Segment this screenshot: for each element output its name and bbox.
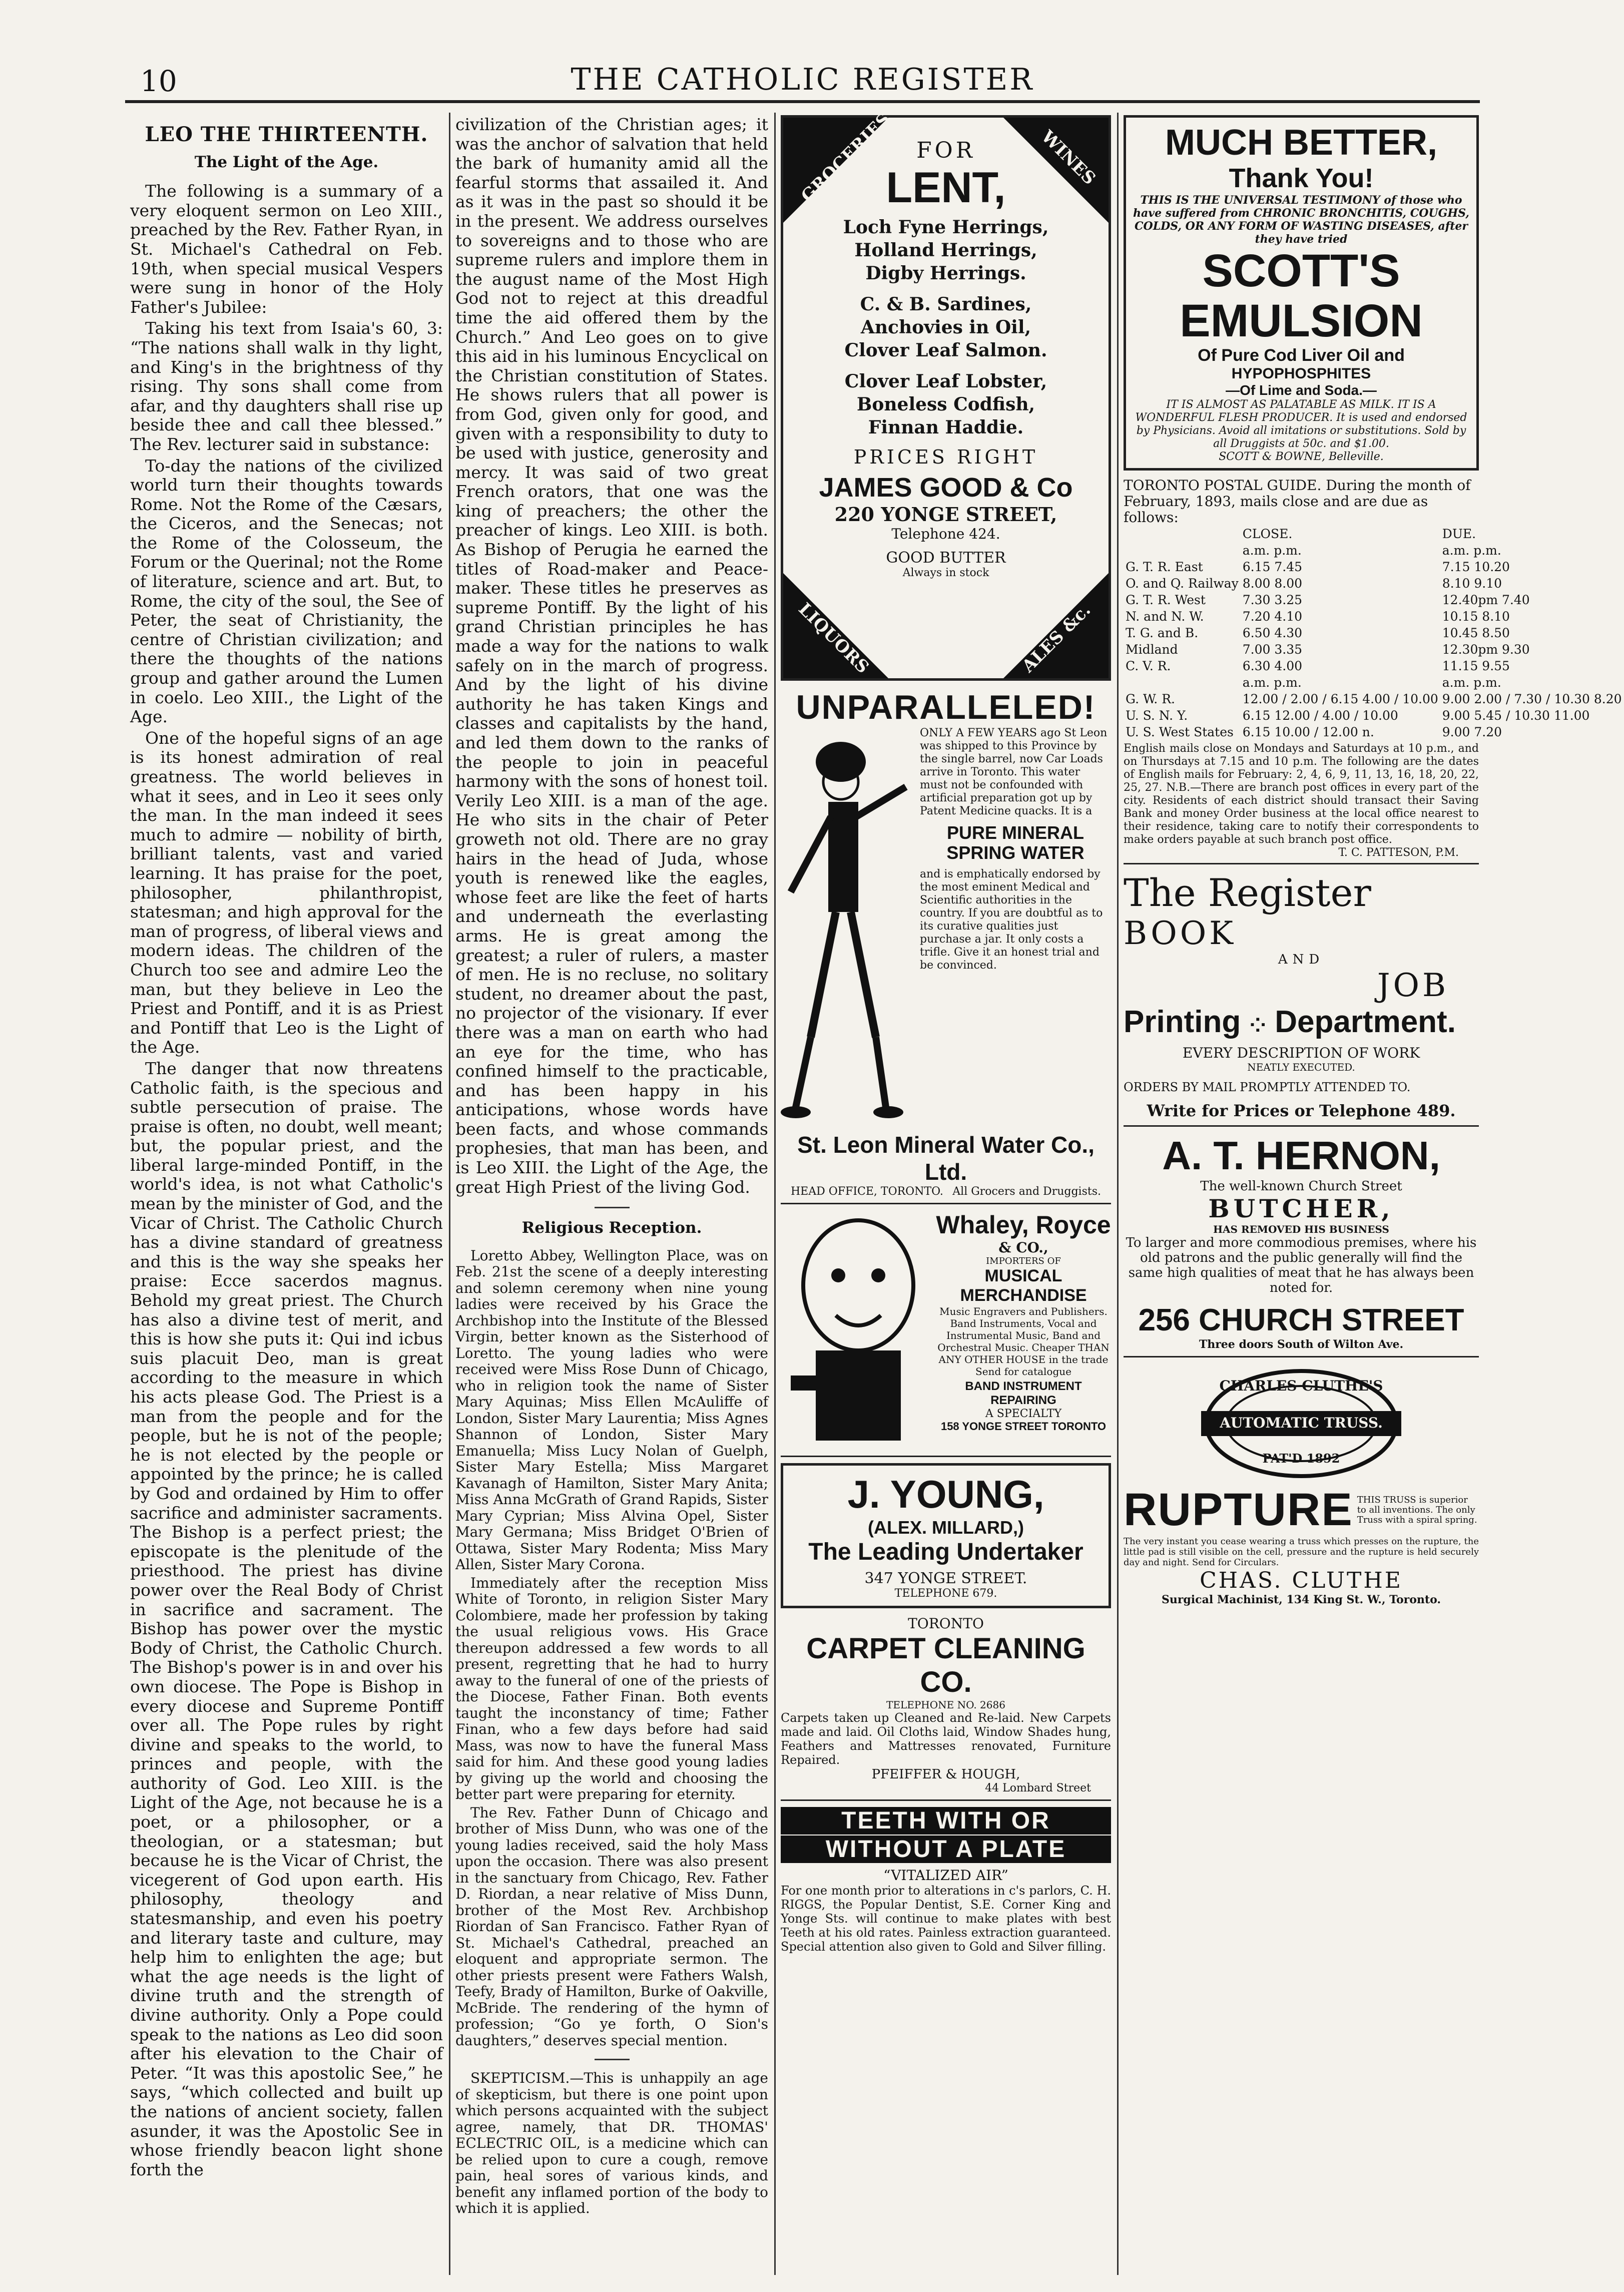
table-header xyxy=(1124,542,1241,559)
table-cell: N. and N. W. xyxy=(1126,609,1204,624)
ad-register-line2: BOOK xyxy=(1124,915,1236,952)
ad-j-young xyxy=(781,1463,1111,1608)
table-header: DUE. xyxy=(1442,527,1476,541)
ad-st-leon-company: St. Leon Mineral Water Co., Ltd. xyxy=(797,1132,1095,1185)
advert-column xyxy=(781,109,1111,2272)
table-cell: 12.00 / 2.00 / 6.15 4.00 / 10.00 xyxy=(1242,692,1438,706)
table-row xyxy=(1124,608,1624,625)
ad-carpet-body: Carpets taken up Cleaned and Re-laid. New Carpets made and laid. Oil Cloths laid, Window Shades hung, Feathers and Mattresses renovated, Furniture Repaired. xyxy=(781,1711,1111,1767)
table-cell: G. T. R. East xyxy=(1126,560,1203,574)
column-divider xyxy=(774,113,776,2275)
article-paragraph: civilization of the Christian ages; it was the anchor of salvation that held the bark of humanity amid all the fearful storms that assailed it. And as it was in the past so should it be in the present. We address ourselves to sovereigns and to those who are supreme rulers and implore them in the august name of the Most High God not to reject at this dreadful time the aid offered them by the Church.” And Leo goes on to give this aid in his luminous Encyclical on the Christian constitution of States. He shows rulers that all power is from God, given only for good, and given with a responsibility to duty to be used with justice, generosity and mercy. It was said of two great French orators, that one was the king of preachers; the other the preacher of kings. Leo XIII. is both. As Bishop of Perugia he earned the titles of Road-maker and Peace-maker. These titles he preserves as supreme Pontiff. By the light of his grand Christian principles he has made a way for the nations to walk safely on in the march of progress. And by the light of his divine authority he has taken Kings and classes and capitalists by the hand, and led them down to the ranks of the people to join in peaceful harmony with the sons of honest toil. Verily Leo XIII. is a man of the age. He who sits in the chair of Peter groweth not old. There are no gray hairs in the head of Juda, whose youth is renewed like the eagles, whose feet are like the feet of harts and underneath the everlasting arms. He is great among the greatest; a ruler of rulers, a master of men. He is no recluse, no solitary student, no dreamer about the past, no projector of the visionary. If ever there was a man on earth who had an eye for the time, who has confined himself to the practicable, and has been happy in his anticipations, whose words have been facts, and whose commands prophesies, that man has been, and is Leo XIII. the Light of the Age, the great High Priest of the living God. xyxy=(455,115,768,1197)
separator xyxy=(595,2059,630,2060)
skepticism-paragraph: SKEPTICISM.—This is unhappily an age of skepticism, but there is one point upon which persons acquainted with the subject agree, namely, that DR. THOMAS' ECLECTRIC OIL, is a medicine which can be relied upon to cure a cough, remove pain, heal sores of various kinds, and benefit any inflamed portion of the body to which it is applied. xyxy=(455,2070,768,2217)
table-row xyxy=(1124,724,1624,740)
ad-whaley-co: & CO., xyxy=(998,1239,1048,1256)
ad-lent-for: FOR xyxy=(916,138,975,163)
table-row xyxy=(1124,641,1624,658)
ad-teeth-air: “VITALIZED AIR” xyxy=(883,1867,1008,1884)
table-cell: 6.15 12.00 / 4.00 / 10.00 xyxy=(1242,708,1398,723)
ad-hernon-known: The well-known Church Street xyxy=(1200,1179,1402,1194)
table-cell: O. and Q. Railway xyxy=(1126,576,1239,591)
table-cell: 6.50 4.30 xyxy=(1242,626,1303,640)
article-paragraph: The following is a summary of a very eloquent sermon on Leo XIII., preached by the Rev. Father Ryan, in St. Michael's Cathedral on Feb. 19th, when special musical Vespers were sung in honor of the Holy Father's Jubilee: xyxy=(130,181,443,317)
ad-lent-item: Boneless Codfish, xyxy=(856,394,1035,415)
article-paragraph: The danger that now threatens Catholic faith, is the specious and subtle persecution of praise. The praise is often, no doubt, well meant; but, the popular priest, and the liberal large-minded Pontiff, in the world's idea, is not what Catholic's mean by the minister of God, and the Vicar of Christ. The Catholic Church has a divine standard of greatness and this is the way she speaks her praise: Ecce sacerdos magnus. Behold my great priest. The Church has also a divine test of merit, and this is how she puts it: Qui ind icbus suis placuit Deo, man is great according to the measure in which his acts please God. The Priest is a man from the people and for the people, but he is not of the people; he is not elected by the people or appointed by the prince; he is called by God and ordained by Him to offer sacrifice and administer sacraments. The Bishop is a perfect priest; the episcopate is the plenitude of the priesthood. The priest has divine power over the Real Body of Christ in sacrifice and sacrament. The Bishop has power over the mystic Body of Christ, the Catholic Church. The Bishop's power is in and over his own diocese. The Pope is Bishop in every diocese and Supreme Pontiff over all. The Pope rules by right divine and speaks to the world, to princes and people, with the authority of God. Leo XIII. is the Light of the Age, not because he is a poet, or a philosopher, or a theologian, or a statesman; but because he is the Vicar of Christ, the vicegerent of God upon earth. His philosophy, theology and statesmanship, and even his poetry and literary taste and culture, may help him to enlighten the age; but what the age needs is the light of divine truth and the strength of divine authority. Only a Pope could speak to the nations as Leo did soon after his elevation to the Chair of Peter. “It was this apostolic See,” he says, “which collected and built up the nations of ancient society, fallen asunder, it was the Apostolic See in whose friendly beacon light shone forth the xyxy=(130,1058,443,2179)
ad-register-printing xyxy=(1124,870,1479,1127)
ad-register-department: Department. xyxy=(1275,1005,1456,1039)
ad-lent-item: Digby Herrings. xyxy=(865,263,1026,284)
ad-lent-butter: GOOD BUTTER xyxy=(886,549,1006,567)
ad-scott-lime: —Of Lime and Soda.— xyxy=(1226,382,1377,398)
table-row xyxy=(1124,625,1624,641)
ad-whaley-specialty: A SPECIALTY xyxy=(985,1408,1062,1420)
ad-cluthe-pat: PAT'D 1892 xyxy=(1262,1451,1340,1466)
table-row xyxy=(1124,691,1624,707)
ad-scott-line1: MUCH BETTER, xyxy=(1165,123,1437,163)
table-cell: 7.00 3.35 xyxy=(1242,642,1303,657)
ad-cluthe-side: THIS TRUSS is superior to all inventions. The only Truss with a spiral spring. xyxy=(1357,1494,1477,1525)
table-cell xyxy=(1124,674,1241,691)
ad-st-leon-headline: UNPARALLELED! xyxy=(796,688,1096,726)
ad-whaley-line2: MERCHANDISE xyxy=(960,1286,1087,1305)
table-row xyxy=(1124,559,1624,575)
ad-scott-line2: Thank You! xyxy=(1229,163,1374,193)
table-header xyxy=(1124,526,1241,542)
table-cell: T. G. and B. xyxy=(1126,626,1199,640)
table-cell: 6.15 10.00 / 12.00 n. xyxy=(1242,725,1374,739)
ad-cluthe-address: Surgical Machinist, 134 King St. W., Toronto. xyxy=(1161,1593,1441,1606)
ad-lent-corner-tl: GROCERIES xyxy=(797,109,895,207)
table-cell: G. T. R. West xyxy=(1126,593,1206,607)
table-cell: 10.15 8.10 xyxy=(1442,609,1510,624)
ad-register-write: Write for Prices or Telephone 489. xyxy=(1147,1101,1456,1120)
ad-scott-hypo: HYPOPHOSPHITES xyxy=(1231,365,1371,382)
postal-table xyxy=(1124,526,1624,740)
masthead xyxy=(125,60,1480,98)
table-cell: 8.00 8.00 xyxy=(1242,576,1303,591)
postal-notes: English mails close on Mondays and Saturdays at 10 p.m., and on Thursdays at 7.15 and 10 p.m. The following are the dates of English mails for February: 2, 4, 6, 9, 11, 13, 16, 18, 20, 22, 25, 27. N.B.—There are branch post offices in every part of the city. Residents of each district should transact their Saving Bank and money Order business at the local office nearest to their residence, taking care to notify their correspondents to make orders payable at such branch post office. xyxy=(1124,742,1479,846)
table-cell: C. V. R. xyxy=(1126,659,1171,673)
ad-register-every: EVERY DESCRIPTION OF WORK xyxy=(1182,1045,1420,1061)
ad-st-leon-intro: ONLY A FEW YEARS ago St Leon was shipped to this Province by the single barrel, now Car Loads arrive in Toronto. This water must not be confounded with artificial preparation got up by Patent Medicine quacks. It is a xyxy=(920,727,1108,817)
article-headline: LEO THE THIRTEENTH. xyxy=(145,123,428,146)
reception-paragraph: The Rev. Father Dunn of Chicago and brother of Miss Dunn, who was one of the young ladies received, said the holy Mass upon the occasion. There was also present in the sanctuary from Chicago, Rev. Father D. Riordan, a near relative of Miss Dunn, brother of the Most Rev. Archbishop Riordan of San Francisco. Father Ryan of St. Michael's Cathedral, preached an eloquent and appropriate sermon. The other priests present were Fathers Walsh, Teefy, Brady of Hamilton, Burke of Oakville, McBride. The rendering of the hymn of profession; “Go ye forth, O Sion's daughters,” deserves special mention. xyxy=(455,1804,768,2049)
masthead-rule xyxy=(125,100,1480,103)
ad-whaley-body: Music Engravers and Publishers. Band Instruments, Vocal and Instrumental Music, Band and Orchestral Music. Cheaper THAN ANY OTHER HOUSE in the trade Send for catalogue xyxy=(937,1305,1110,1378)
ad-register-line1: The Register xyxy=(1124,870,1371,915)
article-continued-column xyxy=(455,115,768,2272)
ad-teeth xyxy=(781,1807,1111,1954)
newspaper-title: THE CATHOLIC REGISTER xyxy=(571,62,1034,97)
ad-carpet-phone: TELEPHONE NO. 2686 xyxy=(886,1699,1005,1711)
ad-hernon-near: Three doors South of Wilton Ave. xyxy=(1199,1338,1404,1351)
table-row xyxy=(1124,674,1624,691)
reception-headline: Religious Reception. xyxy=(521,1219,702,1237)
ad-carpet-firm: PFEIFFER & HOUGH, xyxy=(871,1767,1020,1782)
ad-lent-corner-bl: LIQUORS xyxy=(794,599,873,678)
table-cell: 11.15 9.55 xyxy=(1442,659,1510,673)
table-row xyxy=(1124,707,1624,724)
ad-whaley-line1: MUSICAL xyxy=(984,1266,1062,1285)
table-header: CLOSE. xyxy=(1242,527,1293,541)
ad-lent-address: 220 YONGE STREET, xyxy=(834,503,1057,526)
right-column xyxy=(1124,115,1622,2272)
ad-carpet-address: 44 Lombard Street xyxy=(985,1782,1091,1794)
reception-paragraph: Immediately after the reception Miss White of Toronto, in religion Sister Mary Colombiere, made her profession by taking the usual religious vows. His Grace thereupon addressed a few words to all present, regretting that he had to hurry away to the funeral of one of the priests of the Diocese, Father Finan. Both events taught the inconstancy of time; Father Finan, who a few days before had said Mass, was now to have the funeral Mass said for him. And these good young ladies by giving up the world and choosing the better part were preparing for eternity. xyxy=(455,1574,768,1803)
table-cell: 12.30pm 9.30 xyxy=(1442,642,1530,657)
reception-paragraph: Loretto Abbey, Wellington Place, was on Feb. 21st the scene of a deeply interesting and solemn ceremony when nine young ladies were received by his Grace the Archbishop into the Institute of the Blessed Virgin, better known as the Sisterhood of Loretto. The young ladies who were received were Miss Rose Dunn of Chicago, who in religion took the name of Sister Mary Aquinas; Miss Ellen McAuliffe of London, Sister Mary Laurentia; Miss Agnes Shannon of London, Sister Mary Emanuella; Miss Lucy Nolan of Guelph, Sister Mary Estella; Miss Margaret Kavanagh of Hamilton, Sister Mary Anita; Miss Anna McGrath of Grand Rapids, Sister Mary Cyprian; Miss Alvina Opel, Sister Mary Germana; Miss Bridget O'Brien of Ottawa, Sister Mary Rodenta; Miss Mary Allen, Sister Mary Corona. xyxy=(455,1247,768,1573)
ad-scott-maker: SCOTT & BOWNE, Belleville. xyxy=(1219,450,1384,463)
ad-cluthe-name: CHAS. CLUTHE xyxy=(1200,1568,1403,1593)
ad-scott-of: Of Pure Cod Liver Oil and xyxy=(1198,346,1405,365)
ad-lent-item: Anchovies in Oil, xyxy=(860,317,1031,338)
table-row xyxy=(1124,592,1624,608)
postal-intro: TORONTO POSTAL GUIDE. During the month of February, 1893, mails close and are due as follows: xyxy=(1124,477,1471,526)
ad-lent-corner-tr: WINES xyxy=(1037,126,1100,189)
ad-lent-phone: Telephone 424. xyxy=(891,526,1000,542)
table-row xyxy=(1124,575,1624,592)
ad-young-sub: (ALEX. MILLARD,) xyxy=(868,1517,1024,1538)
table-cell: 8.10 9.10 xyxy=(1442,576,1502,591)
ad-st-leon-office: HEAD OFFICE, TORONTO. xyxy=(791,1185,943,1198)
ad-cluthe-truss xyxy=(1124,1363,1479,1606)
ornament-icon: ⁘ xyxy=(1249,1015,1266,1037)
ad-lent-title: LENT, xyxy=(886,164,1006,212)
ad-lent-prices: PRICES RIGHT xyxy=(853,446,1038,468)
ad-scott-testimony: THIS IS THE UNIVERSAL TESTIMONY of those who have suffered from CHRONIC BRONCHITIS, COUGHS, COLDS, OR ANY FORM OF WASTING DISEASES, after they have tried xyxy=(1133,194,1469,246)
ad-whaley-address: 158 YONGE STREET TORONTO xyxy=(940,1420,1107,1433)
ad-register-printing: Printing xyxy=(1124,1005,1241,1039)
ad-lent-firm: JAMES GOOD & Co xyxy=(819,473,1073,503)
table-cell: Midland xyxy=(1126,642,1178,657)
table-cell: U. S. West States xyxy=(1126,725,1234,739)
table-header: a.m. p.m. xyxy=(1442,543,1501,558)
column-divider xyxy=(449,113,450,2275)
caricature-illustration xyxy=(781,1210,936,1451)
table-cell: 7.15 10.20 xyxy=(1442,560,1510,574)
ad-scott-brand1: SCOTT'S xyxy=(1202,245,1400,296)
table-header: a.m. p.m. xyxy=(1242,543,1302,558)
ad-carpet xyxy=(781,1615,1111,1801)
ad-hernon-address: 256 CHURCH STREET xyxy=(1138,1303,1464,1337)
table-header-row xyxy=(1124,526,1624,542)
ad-cluthe-body: The very instant you cease wearing a truss which presses on the rupture, the little pad is still visible on the cell, pressure and the rupture is held securely day and night. Send for Circulars. xyxy=(1124,1536,1479,1568)
ad-cluthe-ring: CHARLES CLUTHE'S xyxy=(1219,1378,1383,1394)
ad-lent-item: C. & B. Sardines, xyxy=(860,294,1032,315)
table-cell: 12.40pm 7.40 xyxy=(1442,593,1530,607)
article-subheadline: The Light of the Age. xyxy=(194,153,379,171)
table-cell: G. W. R. xyxy=(1126,692,1175,706)
ad-teeth-line2: WITHOUT A PLATE xyxy=(781,1836,1111,1863)
ad-st-leon-product: PURE MINERAL SPRING WATER xyxy=(946,822,1085,863)
ad-lent-item: Clover Leaf Salmon. xyxy=(844,340,1047,361)
ad-hernon-removed: HAS REMOVED HIS BUSINESS xyxy=(1213,1223,1389,1235)
ad-hernon xyxy=(1124,1133,1479,1357)
ad-whaley-importers: IMPORTERS OF xyxy=(986,1256,1061,1266)
ad-cluthe-word: RUPTURE xyxy=(1124,1484,1353,1535)
ad-carpet-city: TORONTO xyxy=(908,1615,984,1632)
column-divider xyxy=(1117,113,1119,2275)
table-cell: 7.20 4.10 xyxy=(1242,609,1303,624)
ad-cluthe-badge: AUTOMATIC TRUSS. xyxy=(1220,1415,1383,1431)
ad-whaley-royce xyxy=(781,1210,1111,1457)
ad-lent-item: Finnan Haddie. xyxy=(868,417,1024,438)
article-paragraph: One of the hopeful signs of an age is its honest admiration of real greatness. The world believes in what it sees, and in Leo it sees only the man. In the man indeed it sees much to admire — nobility of birth, brilliant talents, vast and varied learning. It has praise for the poet, philosopher, philanthropist, statesman; and high approval for the man of progress, of liberal views and modern ideas. The children of the Church too see and admire Leo the man, but they believe in Leo the Priest and Pontiff, and it is as Priest and Pontiff that Leo is the Light of the Age. xyxy=(130,728,443,1057)
table-cell: 10.45 8.50 xyxy=(1442,626,1510,640)
table-subheader-row xyxy=(1124,542,1624,559)
separator xyxy=(595,1207,630,1208)
table-cell: 9.00 5.45 / 10.30 11.00 xyxy=(1442,708,1590,723)
ad-lent xyxy=(781,109,1111,681)
table-cell: 6.15 7.45 xyxy=(1242,560,1303,574)
article-paragraph: Taking his text from Isaia's 60, 3: “The nations shall walk in thy light, and King's in the brightness of thy rising. Thy sons shall come from afar, and thy daughters shall rise up beside thee and call thee blessed.” The Rev. lecturer said in substance: xyxy=(130,318,443,454)
ad-young-address: 347 YONGE STREET. xyxy=(864,1570,1027,1587)
ad-scott-body: IT IS ALMOST AS PALATABLE AS MILK. IT IS A WONDERFUL FLESH PRODUCER. It is used and endorsed by Physicians. Avoid all imitations or substitutions. Sold by all Druggists at 50c. and $1.00. xyxy=(1135,398,1467,450)
table-cell: 9.00 2.00 / 7.30 / 10.30 8.20 xyxy=(1442,692,1622,706)
table-cell: a.m. p.m. xyxy=(1242,675,1302,690)
ad-teeth-body: For one month prior to alterations in c's parlors, C. H. RIGGS, the Popular Dentist, S.E. Corner King and Yonge Sts. will continue to make plates with best Teeth at his old rates. Painless extraction guaranteed. Special attention also given to Gold and Silver filling. xyxy=(781,1884,1111,1954)
ad-lent-item: Loch Fyne Herrings, xyxy=(843,217,1049,238)
table-cell: 7.30 3.25 xyxy=(1242,593,1303,607)
article-paragraph: To-day the nations of the civilized world turn their thoughts towards Rome. Not the Rome of the Cæsars, the Ciceros, and the Senecas; not the Rome of the Colosseum, the Forum or the Querinal; not the Rome of literature, science and art. But, to Rome, the city of the soul, the See of Peter, the seat of Christianity, the centre of Christian civilization; and there the thoughts of the nations group and gather around the Lumen in coelo. Leo XIII., the Light of the Age. xyxy=(130,455,443,727)
ad-lent-item: Holland Herrings, xyxy=(854,240,1037,261)
table-cell: 6.30 4.00 xyxy=(1242,659,1303,673)
table-cell: 9.00 7.20 xyxy=(1442,725,1502,739)
ad-st-leon-body: and is emphatically endorsed by the most eminent Medical and Scientific authorities in the country. If you are doubtful as to its curative qualities just purchase a jar. It only costs a trifle. Give it an honest trial and be convinced. xyxy=(920,868,1103,972)
ad-carpet-title: CARPET CLEANING CO. xyxy=(806,1632,1086,1698)
postal-signed: T. C. PATTESON, P.M. xyxy=(1338,846,1459,859)
ad-register-line3: JOB xyxy=(1377,967,1449,1004)
ad-st-leon xyxy=(781,688,1111,1204)
table-row xyxy=(1124,658,1624,674)
ad-lent-corner-br: ALES &c. xyxy=(1018,600,1095,677)
ad-lent-item: Clover Leaf Lobster, xyxy=(844,371,1047,392)
ad-scott-emulsion xyxy=(1124,115,1479,471)
ad-register-orders: ORDERS BY MAIL PROMPTLY ATTENDED TO. xyxy=(1124,1080,1411,1094)
postal-guide xyxy=(1124,477,1622,864)
ad-young-trade: The Leading Undertaker xyxy=(808,1539,1084,1565)
ad-teeth-line1: TEETH WITH OR xyxy=(781,1807,1111,1835)
ad-whaley-firm: Whaley, Royce xyxy=(936,1211,1111,1239)
page-number: 10 xyxy=(140,64,177,98)
ad-register-neatly: NEATLY EXECUTED. xyxy=(1247,1061,1355,1073)
ad-whaley-band: BAND INSTRUMENT REPAIRING xyxy=(965,1380,1082,1407)
mineral-man-illustration xyxy=(781,727,916,1127)
ad-st-leon-sold: All Grocers and Druggists. xyxy=(952,1185,1101,1198)
ad-register-and: AND xyxy=(1278,952,1325,967)
ad-lent-stock: Always in stock xyxy=(902,567,989,579)
ad-young-name: J. YOUNG, xyxy=(847,1472,1044,1516)
ad-hernon-name: A. T. HERNON, xyxy=(1162,1133,1440,1178)
article-leo-column xyxy=(130,115,443,2272)
ad-young-phone: TELEPHONE 679. xyxy=(894,1587,997,1600)
ad-scott-brand2: EMULSION xyxy=(1180,295,1423,346)
ad-hernon-body: To larger and more commodious premises, where his old patrons and the public generally will find the same high qualities of meat that he has always been noted for. xyxy=(1126,1235,1477,1295)
ad-hernon-trade: BUTCHER, xyxy=(1208,1194,1394,1223)
table-cell: U. S. N. Y. xyxy=(1126,708,1188,723)
table-cell: a.m. p.m. xyxy=(1442,675,1501,690)
